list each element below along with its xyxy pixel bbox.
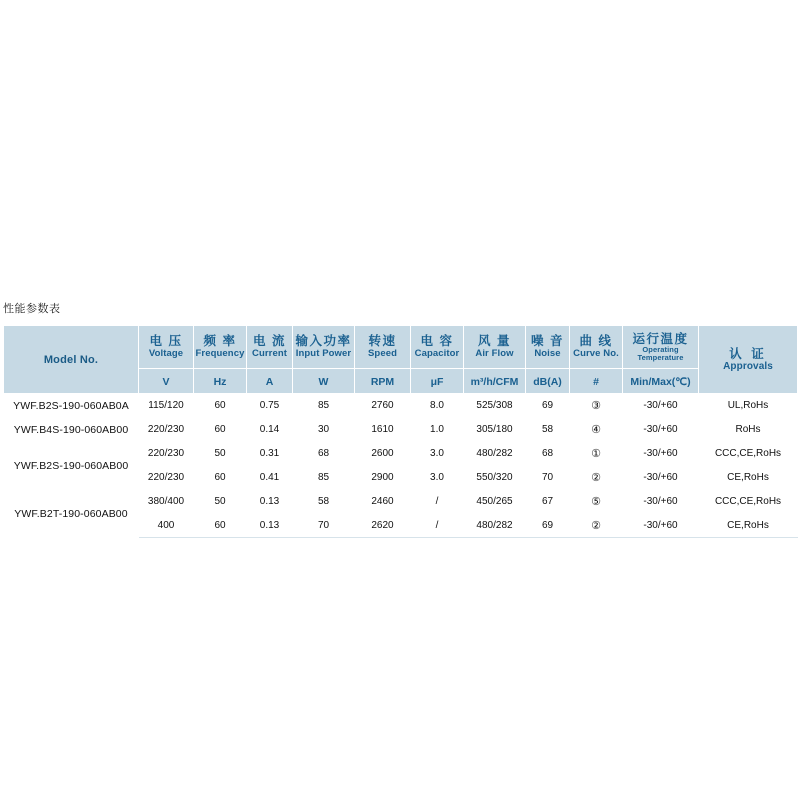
header-air-flow: 风 量 Air Flow [464,326,526,369]
cell-input-power: 30 [293,418,355,442]
unit-input-power: W [293,369,355,394]
unit-operating-temperature: Min/Max(℃) [623,369,699,394]
cell-operating-temperature: -30/+60 [623,418,699,442]
cell-voltage: 380/400 [139,490,194,514]
cell-model: YWF.B2T-190-060AB00 [4,490,139,538]
cell-noise: 68 [526,442,570,466]
cell-operating-temperature: -30/+60 [623,394,699,418]
cell-speed: 2600 [355,442,411,466]
header-approvals: 认 证 Approvals [699,326,798,394]
cell-air-flow: 480/282 [464,442,526,466]
cell-frequency: 50 [194,490,247,514]
cell-capacitor: 3.0 [411,466,464,490]
cell-input-power: 85 [293,466,355,490]
cell-current: 0.14 [247,418,293,442]
cell-current: 0.75 [247,394,293,418]
unit-voltage: V [139,369,194,394]
cell-approvals: CCC,CE,RoHs [699,442,798,466]
cell-current: 0.13 [247,490,293,514]
unit-speed: RPM [355,369,411,394]
unit-frequency: Hz [194,369,247,394]
cell-voltage: 400 [139,514,194,538]
table-header [4,326,798,394]
header-model: Model No. [4,326,139,394]
table-row [4,394,798,418]
table-row [4,418,798,442]
performance-parameter-table [3,325,798,538]
cell-capacitor: 3.0 [411,442,464,466]
cell-curve-no: ② [570,466,623,490]
header-speed: 转速 Speed [355,326,411,369]
cell-current: 0.13 [247,514,293,538]
cell-approvals: CE,RoHs [699,466,798,490]
cell-operating-temperature: -30/+60 [623,490,699,514]
cell-approvals: UL,RoHs [699,394,798,418]
header-noise: 噪 音 Noise [526,326,570,369]
cell-frequency: 60 [194,466,247,490]
cell-operating-temperature: -30/+60 [623,442,699,466]
cell-frequency: 60 [194,394,247,418]
cell-speed: 2620 [355,514,411,538]
cell-capacitor: / [411,490,464,514]
cell-current: 0.41 [247,466,293,490]
cell-noise: 58 [526,418,570,442]
cell-curve-no: ⑤ [570,490,623,514]
unit-current: A [247,369,293,394]
cell-operating-temperature: -30/+60 [623,514,699,538]
header-operating-temperature: 运行温度 Operating Temperature [623,326,699,369]
header-input-power: 输入功率 Input Power [293,326,355,369]
cell-speed: 2900 [355,466,411,490]
table-caption: 性能参数表 [3,303,61,315]
unit-curve-no: # [570,369,623,394]
cell-current: 0.31 [247,442,293,466]
header-current: 电 流 Current [247,326,293,369]
cell-model: YWF.B4S-190-060AB00 [4,418,139,442]
header-curve-no: 曲 线 Curve No. [570,326,623,369]
cell-curve-no: ② [570,514,623,538]
unit-noise: dB(A) [526,369,570,394]
cell-model: YWF.B2S-190-060AB0A [4,394,139,418]
header-voltage: 电 压 Voltage [139,326,194,369]
spec-table-container [3,325,797,538]
cell-speed: 1610 [355,418,411,442]
unit-air-flow: m³/h/CFM [464,369,526,394]
cell-operating-temperature: -30/+60 [623,466,699,490]
cell-approvals: RoHs [699,418,798,442]
cell-capacitor: / [411,514,464,538]
cell-speed: 2760 [355,394,411,418]
cell-input-power: 85 [293,394,355,418]
cell-curve-no: ① [570,442,623,466]
cell-noise: 69 [526,394,570,418]
cell-curve-no: ③ [570,394,623,418]
cell-capacitor: 8.0 [411,394,464,418]
cell-model: YWF.B2S-190-060AB00 [4,442,139,490]
cell-input-power: 70 [293,514,355,538]
header-capacitor: 电 容 Capacitor [411,326,464,369]
cell-voltage: 115/120 [139,394,194,418]
cell-frequency: 50 [194,442,247,466]
cell-air-flow: 550/320 [464,466,526,490]
cell-air-flow: 305/180 [464,418,526,442]
cell-noise: 69 [526,514,570,538]
table-body [4,394,798,538]
cell-voltage: 220/230 [139,442,194,466]
cell-noise: 67 [526,490,570,514]
unit-capacitor: μF [411,369,464,394]
cell-air-flow: 480/282 [464,514,526,538]
cell-frequency: 60 [194,514,247,538]
table-row [4,490,798,514]
cell-input-power: 68 [293,442,355,466]
cell-input-power: 58 [293,490,355,514]
cell-voltage: 220/230 [139,418,194,442]
cell-air-flow: 450/265 [464,490,526,514]
cell-capacitor: 1.0 [411,418,464,442]
cell-frequency: 60 [194,418,247,442]
cell-speed: 2460 [355,490,411,514]
cell-air-flow: 525/308 [464,394,526,418]
table-row [4,442,798,466]
cell-noise: 70 [526,466,570,490]
cell-curve-no: ④ [570,418,623,442]
cell-voltage: 220/230 [139,466,194,490]
header-row-titles [4,326,798,369]
cell-approvals: CCC,CE,RoHs [699,490,798,514]
cell-approvals: CE,RoHs [699,514,798,538]
header-frequency: 频 率 Frequency [194,326,247,369]
